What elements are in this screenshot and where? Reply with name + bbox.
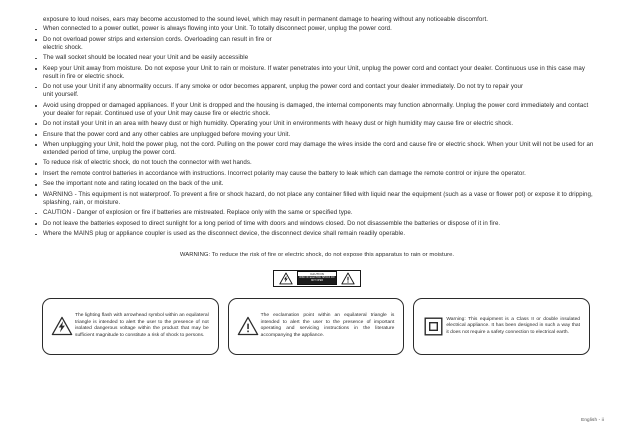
safety-bullet-item: Do not leave the batteries exposed to direct sunlight for a long period of time with doors and windows closed. Do not disassemble the batteries or dispose of it in fire. (30, 220, 604, 228)
lead-paragraph: exposure to loud noises, ears may become accustomed to the sound level, which may result in permanent damage to hearing without any noticeable discomfort. (43, 16, 489, 23)
class-two-double-insulation-icon (424, 317, 443, 336)
safety-bullet-item: Do not overload power strips and extension cords. Overloading can result in fire or electric shock. (30, 36, 604, 52)
safety-bullet-item: To reduce risk of electric shock, do not touch the connector with wet hands. (30, 159, 604, 167)
safety-bullet-item: Avoid using dropped or damaged appliances. If your Unit is dropped and the housing is damaged, the internal components may function abnormally. Unplug the power cord immediately and contact your dealer for repair. Continued use of your Unit may cause fire or electric shock. (30, 102, 604, 118)
page-footer: English - ii (581, 417, 604, 422)
safety-instructions-body (30, 16, 604, 238)
safety-bullet-item: CAUTION - Danger of explosion or fire if batteries are mistreated. Replace only with the same or specified type. (30, 209, 604, 217)
safety-bullet-item: Where the MAINS plug or appliance coupler is used as the disconnect device, the disconnect device shall remain readily operable. (30, 230, 604, 238)
safety-bullet-item: When unplugging your Unit, hold the power plug, not the cord. Pulling on the power cord may damage the wires inside the cord and cause fire or electric shock. When your Unit will not be used for an extended period of time, unplug the power cord. (30, 141, 604, 157)
caution-plate-body: RISK OF ELECTRIC SHOCK DO NOT OPEN (298, 276, 336, 284)
lightning-bolt-triangle-icon (51, 316, 73, 336)
lightning-bolt-triangle-icon (279, 272, 293, 285)
panel-lightning-bolt (42, 298, 219, 355)
caution-plate (297, 271, 337, 285)
safety-bullet-list (30, 25, 604, 238)
safety-bullet-item: Do not use your Unit if any abnormality occurs. If any smoke or odor becomes apparent, unplug the power cord and contact your dealer immediately. Do not try to repair your unit yourself. (30, 83, 604, 99)
caution-plate-heading: CAUTION (310, 271, 324, 276)
symbol-panels (30, 298, 604, 355)
safety-bullet-item: Insert the remote control batteries in accordance with instructions. Incorrect polarity may cause the battery to leak which can damage the remote control or injure the operator. (30, 170, 604, 178)
panel-symbol-slot (235, 316, 261, 336)
safety-bullet-item: When connected to a power outlet, power is always flowing into your Unit. To totally disconnect power, unplug the power cord. (30, 25, 604, 33)
panel-symbol-slot (420, 317, 446, 336)
safety-bullet-item: The wall socket should be located near your Unit and be easily accessible (30, 54, 604, 62)
caution-emblem-row (30, 270, 604, 287)
primary-warning-line: WARNING: To reduce the risk of fire or electric shock, do not expose this apparatus to rain or moisture. (179, 251, 455, 258)
panel-exclamation (228, 298, 405, 355)
panel-text: Warning: This equipment is a Class II or double insulated electrical appliance. It has been designed in such a way that it does not require a safety connection to electrical earth. (446, 316, 581, 335)
panel-symbol-slot (49, 316, 75, 336)
safety-bullet-item: Keep your Unit away from moisture. Do not expose your Unit to rain or moisture. If water penetrates into your Unit, unplug the power cord and contact your dealer. Continuous use in this case may result in fire or electric shock. (30, 65, 604, 81)
exclamation-triangle-icon (341, 272, 355, 285)
panel-class-two (413, 298, 590, 355)
safety-bullet-item: Do not install your Unit in an area with heavy dust or high humidity. Operating your Unit in environments with heavy dust or high humidity may cause fire or electric shock. (30, 120, 604, 128)
safety-bullet-item: See the important note and rating located on the back of the unit. (30, 180, 604, 188)
caution-emblem-box (273, 270, 361, 287)
panel-text: The lighting flash with arrowhead symbol within an equilateral triangle is intended to alert the user to the presence of not isolated dangerous voltage within the product that may be sufficient magnitude to constitute a risk of shock to persons. (75, 313, 209, 338)
panel-text: The exclamation point within an equilateral triangle is intended to alert the user to the presence of important operating and servicing instructions in the literature accompanying the appliance. (260, 313, 395, 338)
safety-bullet-item: WARNING - This equipment is not waterproof. To prevent a fire or shock hazard, do not place any container filled with liquid near the equipment (such as a vase or flower pot) or expose it to dripping, splashing, rain, or moisture. (30, 191, 604, 207)
safety-bullet-item: Ensure that the power cord and any other cables are unplugged before moving your Unit. (30, 131, 604, 139)
exclamation-triangle-icon (237, 316, 259, 336)
